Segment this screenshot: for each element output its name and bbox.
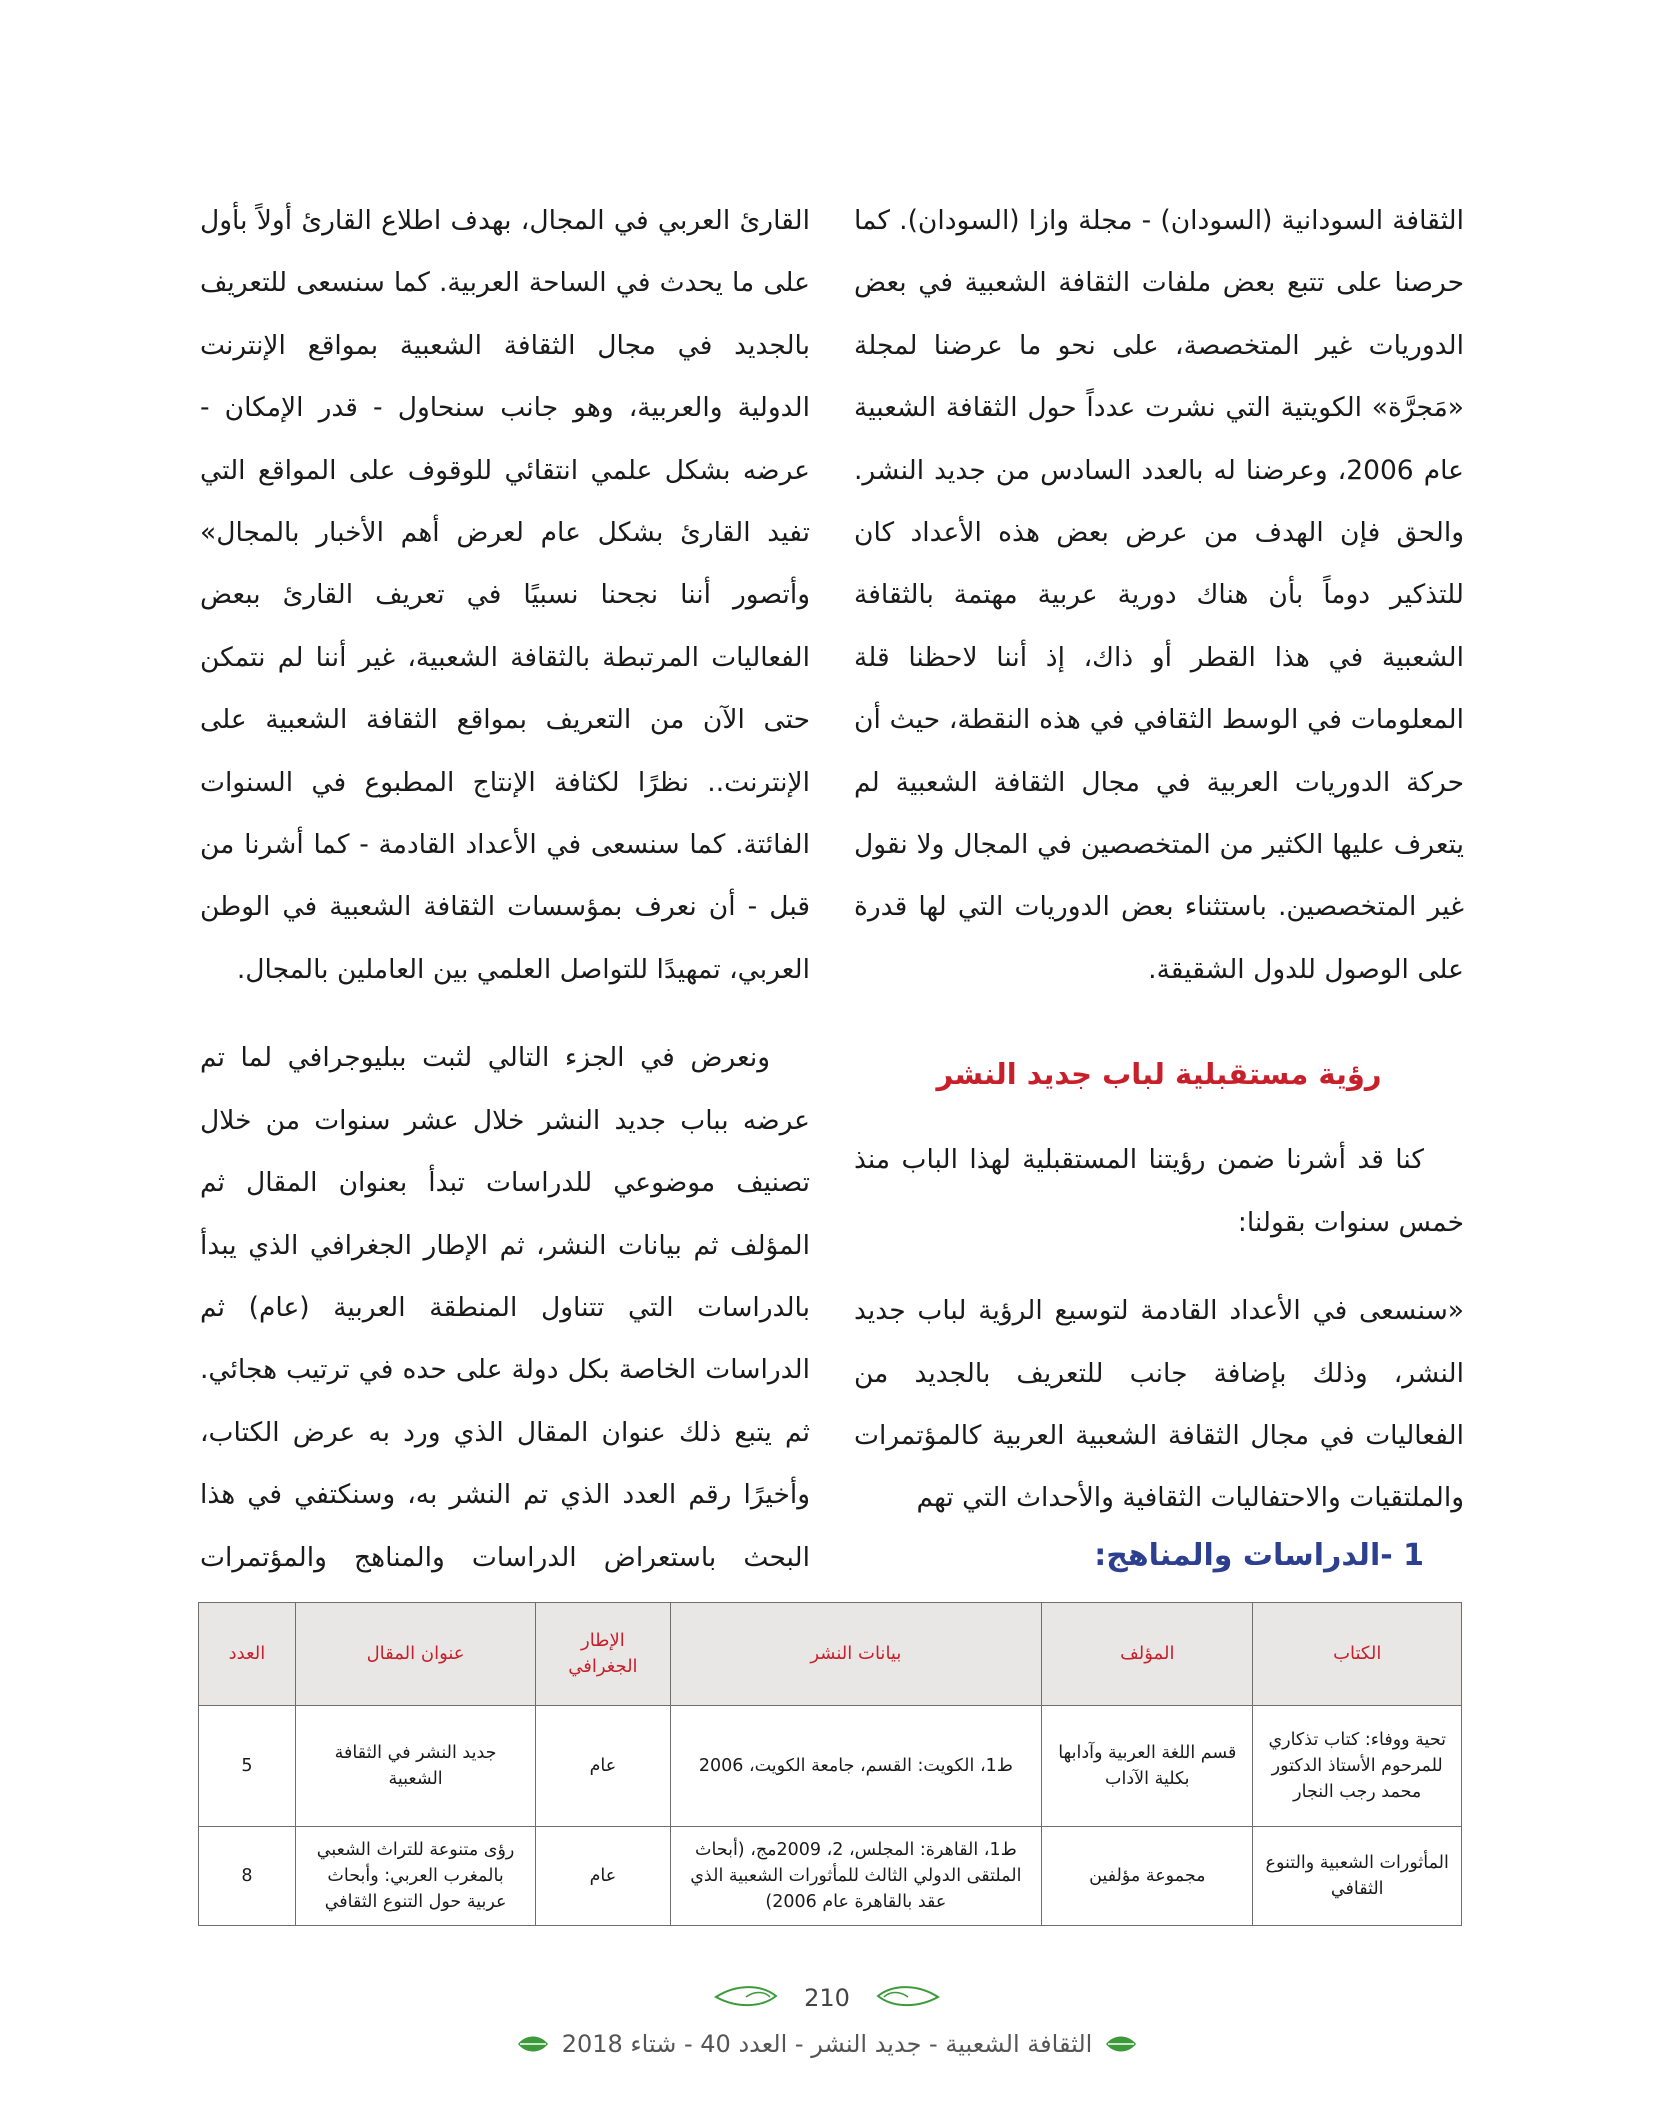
article-paragraph: الثقافة السودانية (السودان) - مجلة وازا (السودان). كما حرصنا على تتبع بعض ملفات الثقافة الشعبية في بعض الدوريات غير المتخصصة، على نحو ما عرضنا لمجلة «مَجرَّة» الكويتية التي نشرت عدداً حول الثقافة الشعبية عام 2006، وعرضنا له بالعدد السادس من جديد النشر. والحق فإن الهدف من عرض بعض هذه الأعداد كان للتذكير دوماً بأن هناك دورية عربية مهتمة بالثقافة الشعبية في هذا القطر أو ذاك، إذ أننا لاحظنا قلة المعلومات في الوسط الثقافي في هذه النقطة، حيث أن حركة الدوريات العربية في مجال الثقافة الشعبية لم يتعرف عليها الكثير من المتخصصين في المجال ولا نقول غير المتخصصين. باستثناء بعض الدوريات التي لها قدرة على الوصول للدول الشقيقة. [854, 205, 1464, 985]
cell-geography: عام [536, 1706, 670, 1827]
table-row [199, 1827, 1462, 1926]
leaf-icon [516, 2033, 550, 2055]
cell-issue: 8 [199, 1827, 296, 1926]
cell-article-title: رؤى متنوعة للتراث الشعبي بالمغرب العربي: وأبحاث عربية حول التنوع الثقافي [295, 1827, 535, 1926]
column-header-geography: الإطار الجغرافي [536, 1603, 670, 1706]
bibliography-table [198, 1602, 1462, 1926]
running-footer [490, 2024, 1164, 2064]
column-header-publication: بيانات النشر [670, 1603, 1042, 1706]
column-header-book: الكتاب [1253, 1603, 1462, 1706]
table-header-row [199, 1603, 1462, 1706]
article-paragraph: كنا قد أشرنا ضمن رؤيتنا المستقبلية لهذا الباب منذ خمس سنوات بقولنا: [854, 1144, 1464, 1238]
section-heading: رؤية مستقبلية لباب جديد النشر [936, 1057, 1382, 1092]
article-paragraph: «سنسعى في الأعداد القادمة لتوسيع الرؤية لباب جديد النشر، وذلك بإضافة جانب للتعريف بالجديد من الفعاليات في مجال الثقافة الشعبية العربية كالمؤتمرات والملتقيات والاحتفاليات الثقافية والأحداث التي تهم [854, 1295, 1464, 1514]
page-number: 210 [804, 1984, 850, 2012]
cell-publication: ط1، القاهرة: المجلس، 2، 2009مج، (أبحاث الملتقى الدولي الثالث للمأثورات الشعبية الذي عقد بالقاهرة عام 2006) [670, 1827, 1042, 1926]
cell-author: مجموعة مؤلفين [1042, 1827, 1253, 1926]
article-column-right [854, 190, 1464, 1530]
cell-publication: ط1، الكويت: القسم، جامعة الكويت، 2006 [670, 1706, 1042, 1827]
cell-geography: عام [536, 1827, 670, 1926]
article-paragraph: ونعرض في الجزء التالي لثبت ببليوجرافي لما تم عرضه بباب جديد النشر خلال عشر سنوات من خلال تصنيف موضوعي للدراسات تبدأ بعنوان المقال ثم المؤلف ثم بيانات النشر، ثم الإطار الجغرافي الذي يبدأ بالدراسات التي تتناول المنطقة العربية (عام) ثم الدراسات الخاصة بكل دولة على حده في ترتيب هجائي. ثم يتبع ذلك عنوان المقال الذي ورد به عرض الكتاب، وأخيرًا رقم العدد الذي تم النشر به، وسنكتفي في هذا البحث باستعراض الدراسات والمناهج والمؤتمرات [200, 1042, 810, 1573]
cell-book: تحية ووفاء: كتاب تذكاري للمرحوم الأستاذ الدكتور محمد رجب النجار [1253, 1706, 1462, 1827]
column-header-author: المؤلف [1042, 1603, 1253, 1706]
cell-book: المأثورات الشعبية والتنوع الثقافي [1253, 1827, 1462, 1926]
column-header-issue: العدد [199, 1603, 296, 1706]
cell-author: قسم اللغة العربية وآدابها بكلية الآداب [1042, 1706, 1253, 1827]
table-row [199, 1706, 1462, 1827]
cell-issue: 5 [199, 1706, 296, 1827]
cell-article-title: جديد النشر في الثقافة الشعبية [295, 1706, 535, 1827]
column-header-article-title: عنوان المقال [295, 1603, 535, 1706]
footer-running-title: الثقافة الشعبية - جديد النشر - العدد 40 - شتاء 2018 [561, 2030, 1093, 2058]
leaf-icon [1104, 2033, 1138, 2055]
article-paragraph: القارئ العربي في المجال، بهدف اطلاع القارئ أولاً بأول على ما يحدث في الساحة العربية. كما سنسعى للتعريف بالجديد في مجال الثقافة الشعبية بمواقع الإنترنت الدولية والعربية، وهو جانب سنحاول - قدر الإمكان - عرضه بشكل علمي انتقائي للوقوف على المواقع التي تفيد القارئ بشكل عام لعرض أهم الأخبار بالمجال» وأتصور أننا نجحنا نسبيًا في تعريف القارئ ببعض الفعاليات المرتبطة بالثقافة الشعبية، غير أننا لم نتمكن حتى الآن من التعريف بمواقع الثقافة الشعبية على الإنترنت.. نظرًا لكثافة الإنتاج المطبوع في السنوات الفائتة. كما سنسعى في الأعداد القادمة - كما أشرنا من قبل - أن نعرف بمؤسسات الثقافة الشعبية في الوطن العربي، تمهيدًا للتواصل العلمي بين العاملين بالمجال. [200, 205, 810, 985]
table-title: 1 -الدراسات والمناهج: [1094, 1538, 1424, 1573]
article-column-left [200, 190, 810, 1651]
